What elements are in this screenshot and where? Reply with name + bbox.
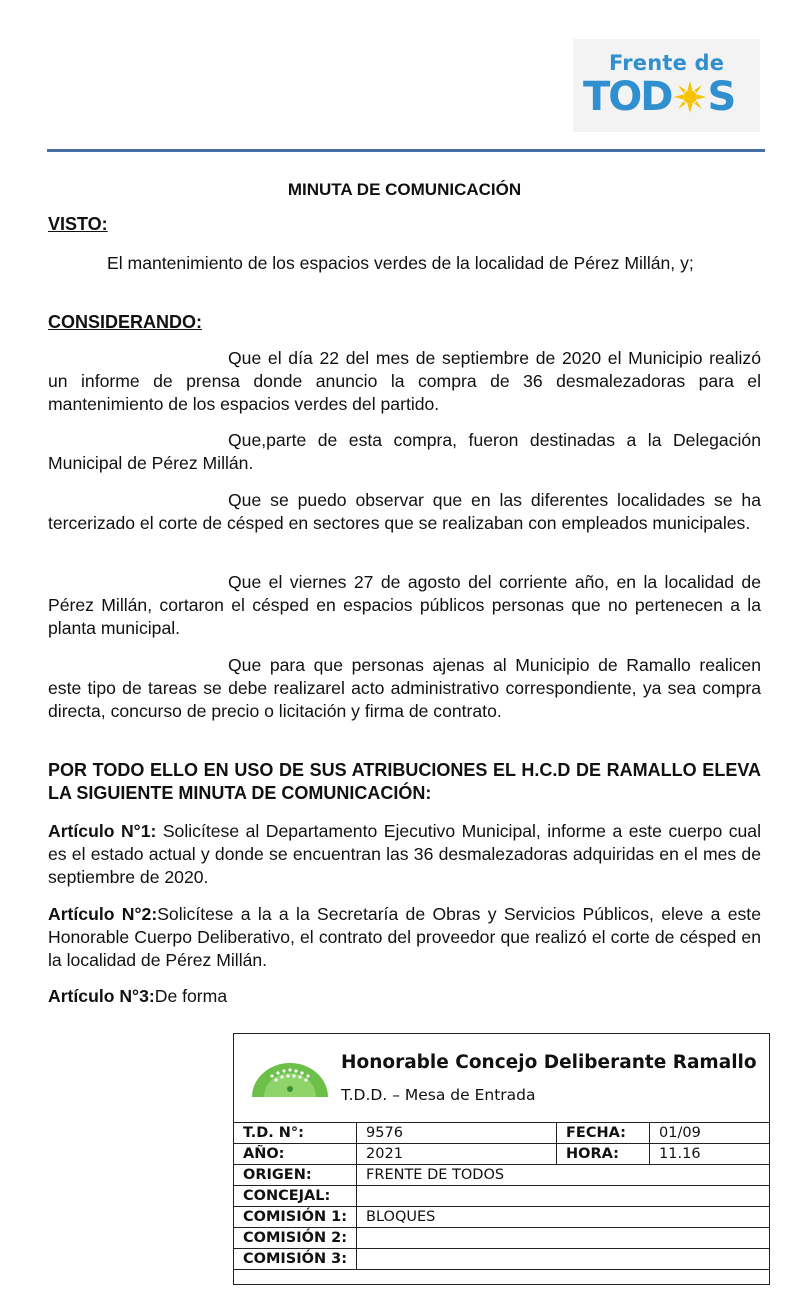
table-row — [234, 1228, 770, 1249]
fecha-label: FECHA: — [557, 1123, 650, 1144]
comision-2-value — [357, 1228, 770, 1249]
stamp-subtitle: T.D.D. – Mesa de Entrada — [341, 1086, 536, 1104]
comision-2-label: COMISIÓN 2: — [234, 1228, 357, 1249]
articulo-1 — [48, 820, 761, 889]
concejal-value — [357, 1186, 770, 1207]
logo-line-2-right: S — [707, 74, 735, 120]
visto-text — [48, 252, 761, 275]
articulo-3-text: De forma — [154, 986, 228, 1006]
comision-3-label: COMISIÓN 3: — [234, 1249, 357, 1270]
considerando-paragraph-1 — [48, 347, 761, 416]
considerando-paragraph-2-text: Que,parte de esta compra, fueron destinadas a la Delegación Municipal de Pérez Millán. — [48, 430, 761, 473]
considerando-paragraph-2 — [48, 429, 761, 475]
table-row — [234, 1165, 770, 1186]
document-title: MINUTA DE COMUNICACIÓN — [287, 180, 522, 199]
table-row — [234, 1186, 770, 1207]
articulo-2-label: Artículo N°2: — [48, 904, 158, 924]
registration-table — [233, 1122, 770, 1270]
anio-value: 2021 — [357, 1144, 557, 1165]
considerando-paragraph-3 — [48, 489, 761, 535]
articulo-2-text: Solicítese a la a la Secretaría de Obras y Servicios Públicos, eleve a este Honorable Cuerpo Deliberativo, el contrato del proveedor que realizó el corte de césped en la localidad de Pérez Millán. — [48, 904, 761, 970]
hora-value: 11.16 — [650, 1144, 770, 1165]
origen-value: FRENTE DE TODOS — [357, 1165, 770, 1186]
header-rule — [47, 149, 765, 152]
table-row — [234, 1123, 770, 1144]
td-label: T.D. N°: — [234, 1123, 357, 1144]
considerando-heading: CONSIDERANDO: — [48, 312, 203, 332]
considerando-paragraph-3-text: Que se puedo observar que en las diferentes localidades se ha tercerizado el corte de césped en sectores que se realizaban con empleados municipales. — [48, 490, 761, 533]
considerando-paragraph-4-text: Que el viernes 27 de agosto del corriente año, en la localidad de Pérez Millán, cortaron el césped en espacios públicos personas que no pertenecen a la planta municipal. — [48, 572, 761, 638]
logo-line-1: Frente de — [609, 51, 725, 75]
frente-de-todos-logo — [573, 39, 760, 132]
articulo-3-label: Artículo N°3: — [48, 986, 155, 1006]
origen-label: ORIGEN: — [234, 1165, 357, 1186]
considerando-paragraph-5 — [48, 654, 761, 723]
hcd-logo-icon — [250, 1059, 330, 1099]
comision-1-value: BLOQUES — [357, 1207, 770, 1228]
hora-label: HORA: — [557, 1144, 650, 1165]
concejal-label: CONCEJAL: — [234, 1186, 357, 1207]
stamp-header — [234, 1034, 769, 1122]
table-row — [234, 1144, 770, 1165]
por-todo-ello: POR TODO ELLO EN USO DE SUS ATRIBUCIONES EL H.C.D DE RAMALLO ELEVA LA SIGUIENTE MINUTA DE COMUNICACIÓN: — [48, 760, 761, 803]
visto-heading: VISTO: — [48, 214, 108, 234]
articulo-2 — [48, 903, 761, 972]
logo-line-2 — [583, 75, 734, 119]
articulo-3 — [48, 985, 761, 1008]
anio-label: AÑO: — [234, 1144, 357, 1165]
comision-1-label: COMISIÓN 1: — [234, 1207, 357, 1228]
visto-text-content: El mantenimiento de los espacios verdes de la localidad de Pérez Millán, y; — [107, 253, 694, 273]
articulo-1-text: Solicítese al Departamento Ejecutivo Municipal, informe a este cuerpo cual es el estado actual y donde se encuentran las 36 desmalezadoras adquiridas en el mes de septiembre de 2020. — [48, 821, 761, 887]
sun-icon — [673, 80, 707, 114]
table-row — [234, 1207, 770, 1228]
comision-3-value — [357, 1249, 770, 1270]
considerando-paragraph-1-text: Que el día 22 del mes de septiembre de 2020 el Municipio realizó un informe de prensa donde anuncio la compra de 36 desmalezadoras para el mantenimiento de los espacios verdes del partido. — [48, 348, 761, 414]
stamp-title: Honorable Concejo Deliberante Ramallo — [341, 1052, 757, 1073]
logo-line-2-left: TOD — [583, 74, 672, 120]
articulo-1-label: Artículo N°1: — [48, 821, 157, 841]
mesa-de-entrada-stamp — [233, 1033, 770, 1285]
fecha-value: 01/09 — [650, 1123, 770, 1144]
td-value: 9576 — [357, 1123, 557, 1144]
considerando-paragraph-4 — [48, 571, 761, 640]
table-row — [234, 1249, 770, 1270]
considerando-paragraph-5-text: Que para que personas ajenas al Municipio de Ramallo realicen este tipo de tareas se debe realizarel acto administrativo correspondiente, ya sea compra directa, concurso de precio o licitación y firma de contrato. — [48, 655, 761, 721]
